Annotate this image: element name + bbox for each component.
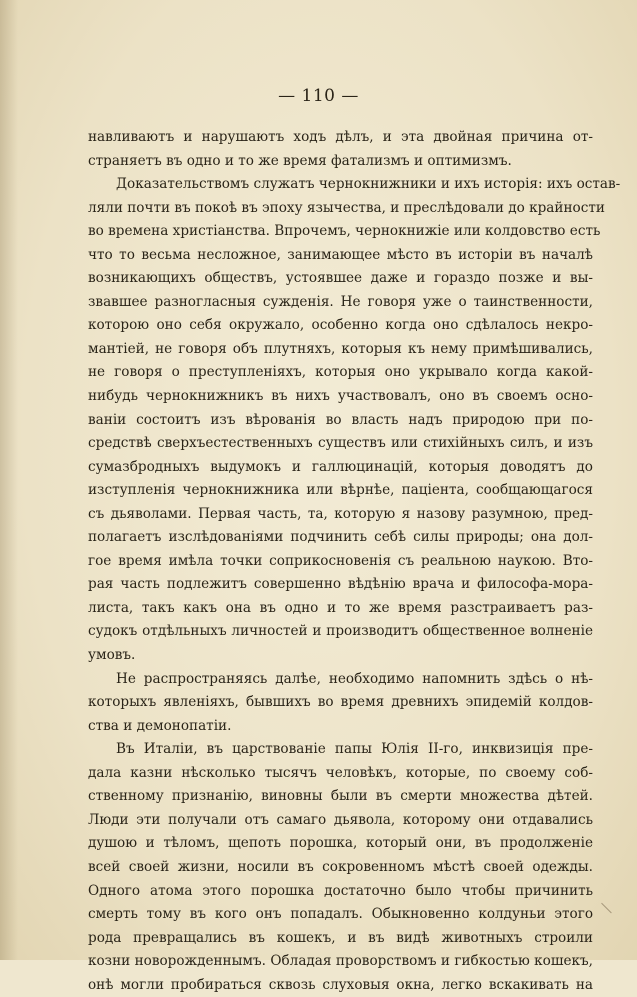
text-line: козни новорожденнымъ. Обладая проворствомъ и гибкостью кошекъ, — [88, 953, 593, 970]
text-line: Люди эти получали отъ самаго дьявола, которому они отдавались — [88, 811, 593, 828]
text-line: Доказательствомъ служатъ чернокнижники и ихъ исторія: ихъ остав- — [116, 176, 621, 193]
text-line: страняетъ въ одно и то же время фатализмъ и оптимизмъ. — [88, 152, 512, 169]
text-line: съ дьяволами. Первая часть, та, которую я назову разумною, пред- — [88, 505, 593, 522]
text-line: ства и демонопатіи. — [88, 717, 232, 734]
text-line: рая часть подлежитъ совершенно вѣдѣнію врача и философа-мора- — [88, 576, 593, 593]
text-line: гое время имѣла точки соприкосновенія съ реальною наукою. Вто- — [88, 552, 593, 569]
text-line: душою и тѣломъ, щепоть порошка, который они, въ продолженіе — [88, 835, 593, 852]
text-line: смерть тому въ кого онъ попадалъ. Обыкновенно колдуньи этого — [88, 906, 593, 923]
text-line: ляли почти въ покоѣ въ эпоху язычества, и преслѣдовали до крайности — [88, 199, 605, 216]
text-line: листа, такъ какъ она въ одно и то же время разстраиваетъ раз- — [88, 599, 593, 616]
text-line: ственному признанію, виновны были въ смерти множества дѣтей. — [88, 788, 593, 805]
text-line: которыхъ явленіяхъ, бывшихъ во время древнихъ эпидемій колдов- — [88, 694, 593, 711]
text-line: умовъ. — [88, 647, 136, 664]
text-line: которою оно себя окружало, особенно когда оно сдѣлалось некро- — [88, 317, 593, 334]
text-line: онѣ могли пробираться сквозь слуховыя окна, легко вскакивать на — [88, 976, 593, 993]
text-line: рода превращались въ кошекъ, и въ видѣ животныхъ строили — [88, 929, 593, 946]
text-line: средствѣ сверхъестественныхъ существъ или стихійныхъ силъ, и изъ — [88, 435, 593, 452]
page-number: — 110 — — [278, 86, 359, 106]
text-line: навливаютъ и нарушаютъ ходъ дѣлъ, и эта двойная причина от- — [88, 129, 593, 145]
text-line: изступленія чернокнижника или вѣрнѣе, паціента, сообщающагося — [88, 482, 593, 499]
text-line: Одного атома этого порошка достаточно было чтобы причинить — [88, 882, 593, 899]
text-line: ваніи состоитъ изъ вѣрованія во власть надъ природою при по- — [88, 411, 593, 428]
page-spine-shadow — [0, 0, 18, 960]
text-line: дала казни нѣсколько тысячъ человѣкъ, которые, по своему соб- — [88, 764, 593, 781]
text-line: не говоря о преступленіяхъ, которыя оно укрывало когда какой- — [88, 364, 593, 381]
text-line: во времена христіанства. Впрочемъ, чернокнижіе или колдовство есть — [88, 223, 601, 240]
text-line: всей своей жизни, носили въ сокровенномъ мѣстѣ своей одежды. — [88, 858, 593, 875]
text-line: судокъ отдѣльныхъ личностей и производитъ общественное волненіе — [88, 623, 593, 640]
text-line: сумазбродныхъ выдумокъ и галлюцинацій, которыя доводятъ до — [88, 458, 593, 475]
text-line: полагаетъ изслѣдованіями подчинить себѣ силы природы; она дол- — [88, 529, 593, 546]
text-line: нибудь чернокнижникъ въ нихъ участвовалъ, оно въ своемъ осно- — [88, 388, 593, 405]
text-line: мантіей, не говоря объ плутняхъ, которыя къ нему примѣшивались, — [88, 340, 593, 357]
body-text — [88, 126, 621, 997]
text-line: Въ Италіи, въ царствованіе папы Юлія II-го, инквизиція пре- — [116, 741, 593, 758]
page-corner-crease — [591, 903, 612, 924]
text-line: звавшее разногласныя сужденія. Не говоря уже о таинственности, — [88, 293, 593, 310]
text-line: что то весьма несложное, занимающее мѣсто въ исторіи въ началѣ — [88, 246, 593, 263]
text-line: Не распространяясь далѣе, необходимо напомнить здѣсь о нѣ- — [116, 670, 593, 687]
text-line: возникающихъ обществъ, устоявшее даже и гораздо позже и вы- — [88, 270, 593, 287]
